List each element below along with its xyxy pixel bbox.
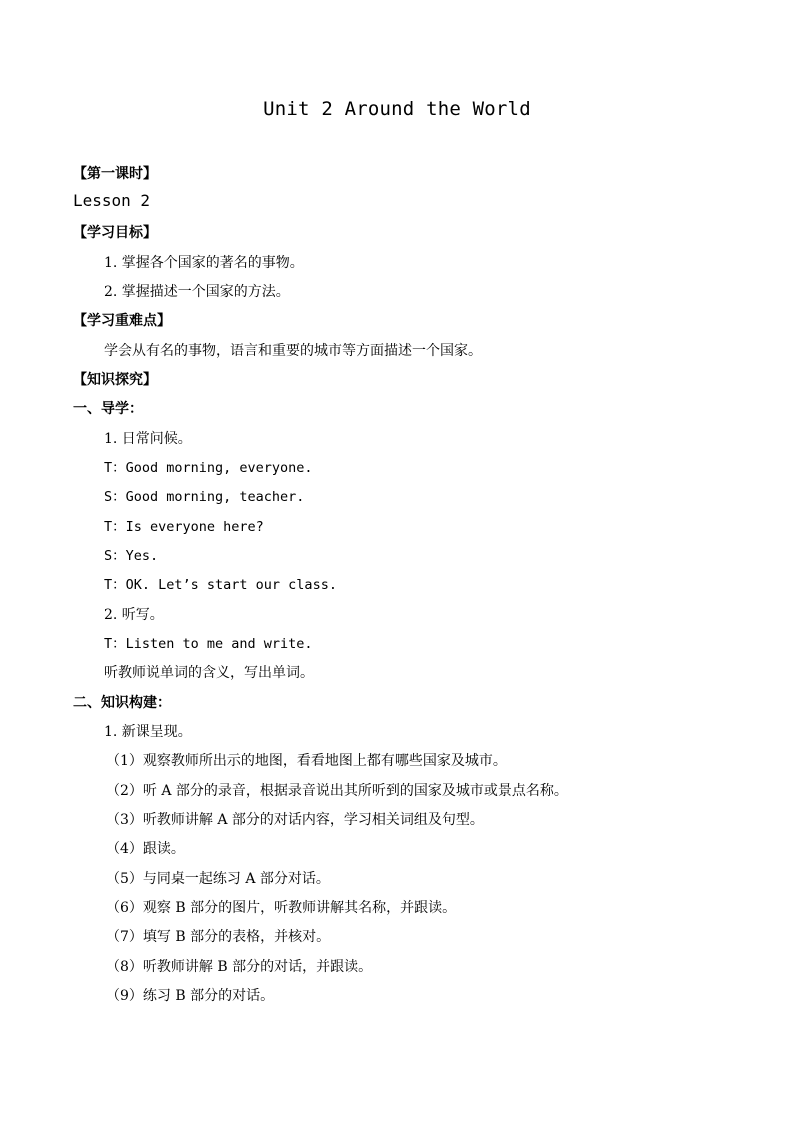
section1-item: 2. 听写。 xyxy=(104,607,164,623)
lesson-label: Lesson 2 xyxy=(73,191,151,210)
section2-step: （5）与同桌一起练习 A 部分对话。 xyxy=(106,871,330,887)
section2-step: （8）听教师讲解 B 部分的对话，并跟读。 xyxy=(106,959,373,975)
dialogue-line: S：Yes. xyxy=(104,548,159,564)
explore-heading: 【知识探究】 xyxy=(73,372,157,388)
key-points-text: 学会从有名的事物，语言和重要的城市等方面描述一个国家。 xyxy=(104,343,482,359)
dialogue-line: T：Good morning, everyone. xyxy=(104,460,313,476)
period-heading: 【第一课时】 xyxy=(73,166,157,182)
objectives-heading: 【学习目标】 xyxy=(73,225,157,241)
section1-item: 1. 日常问候。 xyxy=(104,431,192,447)
section2-step: （4）跟读。 xyxy=(106,841,185,857)
dialogue-line: T：Listen to me and write. xyxy=(104,636,313,652)
section1-note: 听教师说单词的含义，写出单词。 xyxy=(104,665,314,681)
objective-item: 2. 掌握描述一个国家的方法。 xyxy=(104,284,290,300)
section1-heading: 一、导学： xyxy=(73,401,143,417)
section2-step: （6）观察 B 部分的图片，听教师讲解其名称，并跟读。 xyxy=(106,900,457,916)
section2-step: （2）听 A 部分的录音，根据录音说出其所听到的国家及城市或景点名称。 xyxy=(106,783,568,799)
dialogue-line: T：OK. Let’s start our class. xyxy=(104,577,337,593)
key-points-heading: 【学习重难点】 xyxy=(73,313,171,329)
document-title: Unit 2 Around the World xyxy=(263,98,531,120)
section2-intro: 1. 新课呈现。 xyxy=(104,724,192,740)
section2-step: （7）填写 B 部分的表格，并核对。 xyxy=(106,929,331,945)
section2-heading: 二、知识构建： xyxy=(73,695,171,711)
section2-step: （1）观察教师所出示的地图，看看地图上都有哪些国家及城市。 xyxy=(106,753,507,769)
section2-step: （9）练习 B 部分的对话。 xyxy=(106,988,275,1004)
section2-step: （3）听教师讲解 A 部分的对话内容，学习相关词组及句型。 xyxy=(106,812,484,828)
dialogue-line: S：Good morning, teacher. xyxy=(104,489,305,505)
dialogue-line: T：Is everyone here? xyxy=(104,519,264,535)
objective-item: 1. 掌握各个国家的著名的事物。 xyxy=(104,255,304,271)
